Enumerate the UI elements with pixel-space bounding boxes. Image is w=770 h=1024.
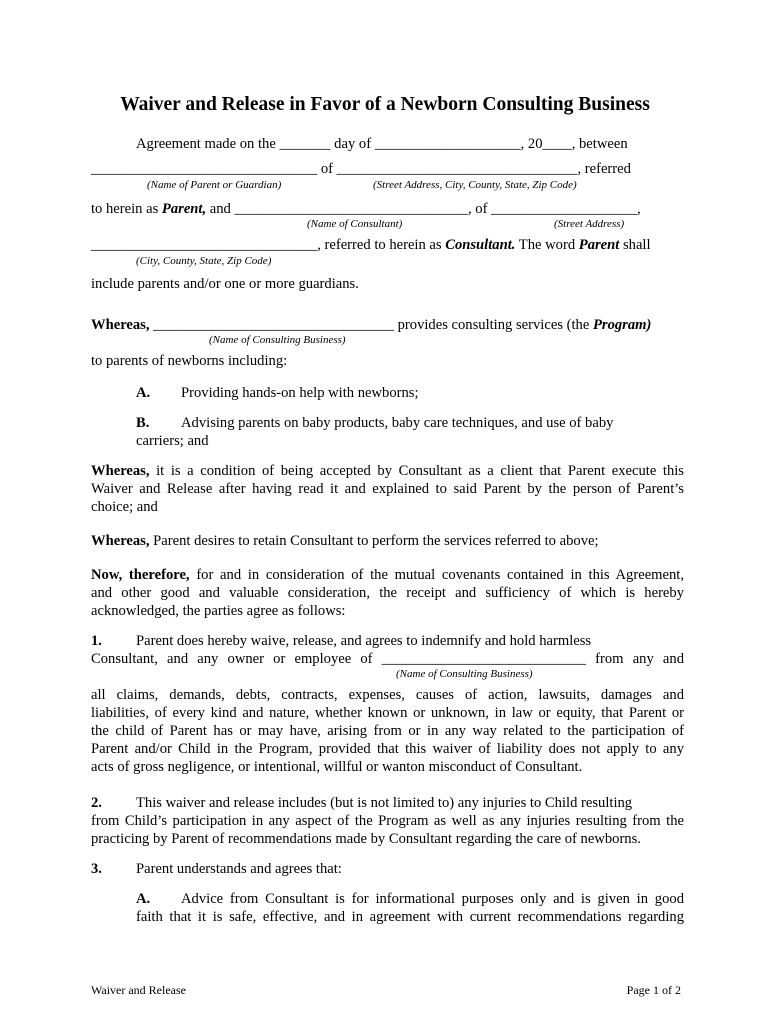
caption-consulting-business-2: (Name of Consulting Business): [396, 668, 533, 680]
intro-line-4: _______________________________, referred to herein as Consultant. The word Parent shall: [91, 237, 651, 253]
whereas-3: Whereas, Parent desires to retain Consultant to perform the services referred to above;: [91, 533, 599, 549]
footer-page-number: Page 1 of 2: [626, 983, 681, 997]
caption-consultant-name: (Name of Consultant): [307, 218, 403, 230]
paragraph-2-line-2: from Child’s participation in any aspect of the Program as well as any injuries resulting from the: [91, 813, 684, 829]
now-therefore-line-1: Now, therefore, for and in consideration of the mutual covenants contained in this Agreement,: [91, 567, 684, 583]
paragraph-1-line-6: Parent and/or Child in the Program, provided that this waiver of liability does not apply to any: [91, 741, 684, 757]
paragraph-1-line-4: liabilities, of every kind and nature, whether known or unknown, in law or equity, that Parent or: [91, 705, 684, 721]
paragraph-2-line-3: practicing by Parent of recommendations made by Consultant regarding the care of newborns.: [91, 831, 641, 847]
intro-line-1: Agreement made on the _______ day of ____________________, 20____, between: [136, 136, 628, 152]
whereas-2-line-2: Waiver and Release after having read it and explained to said Parent by the person of Parent’s: [91, 481, 684, 497]
caption-street-address-2: (Street Address): [554, 218, 625, 230]
whereas-1-line-2: to parents of newborns including:: [91, 353, 288, 369]
whereas-2-line-3: choice; and: [91, 499, 158, 515]
paragraph-3-a-line-1: A. Advice from Consultant is for informational purposes only and is given in good: [136, 891, 684, 907]
now-therefore-line-2: and other good and valuable consideration, the receipt and sufficiency of which is hereby: [91, 585, 684, 601]
paragraph-1-line-1: 1. Parent does hereby waive, release, and agrees to indemnify and hold harmless: [91, 633, 592, 649]
now-therefore-line-3: acknowledged, the parties agree as follows:: [91, 603, 346, 619]
paragraph-3: 3. Parent understands and agrees that:: [91, 861, 342, 877]
list-item-b-cont: carriers; and: [136, 433, 209, 449]
whereas-2-line-1: Whereas, it is a condition of being accepted by Consultant as a client that Parent execute this: [91, 463, 684, 479]
caption-city-zip: (City, County, State, Zip Code): [136, 255, 272, 267]
list-item-a: A. Providing hands-on help with newborns;: [136, 385, 419, 401]
intro-line-2: _______________________________ of _________________________________, referred: [91, 161, 631, 177]
paragraph-1-line-2: Consultant, and any owner or employee of ____________________________ from any and: [91, 651, 684, 667]
paragraph-2-line-1: 2. This waiver and release includes (but is not limited to) any injuries to Child resulting: [91, 795, 633, 811]
paragraph-3-a-line-2: faith that it is safe, effective, and in agreement with current recommendations regarding: [136, 909, 684, 925]
paragraph-1-line-3: all claims, demands, debts, contracts, expenses, causes of action, lawsuits, damages and: [91, 687, 684, 703]
footer-title: Waiver and Release: [91, 983, 186, 997]
caption-parent-name: (Name of Parent or Guardian): [147, 179, 282, 191]
intro-line-5: include parents and/or one or more guardians.: [91, 276, 359, 292]
document-title: Waiver and Release in Favor of a Newborn Consulting Business: [120, 94, 650, 115]
whereas-1-line-1: Whereas, _________________________________ provides consulting services (the Program): [91, 317, 652, 333]
intro-line-3: to herein as Parent, and ________________________________, of ____________________,: [91, 201, 641, 217]
caption-street-address-1: (Street Address, City, County, State, Zip Code): [373, 179, 577, 191]
caption-consulting-business: (Name of Consulting Business): [209, 334, 346, 346]
list-item-b: B. Advising parents on baby products, baby care techniques, and use of baby: [136, 415, 614, 431]
paragraph-1-line-7: acts of gross negligence, or intentional, willful or wanton misconduct of Consultant.: [91, 759, 583, 775]
paragraph-1-line-5: the child of Parent has or may have, arising from or in any way related to the participation of: [91, 723, 684, 739]
